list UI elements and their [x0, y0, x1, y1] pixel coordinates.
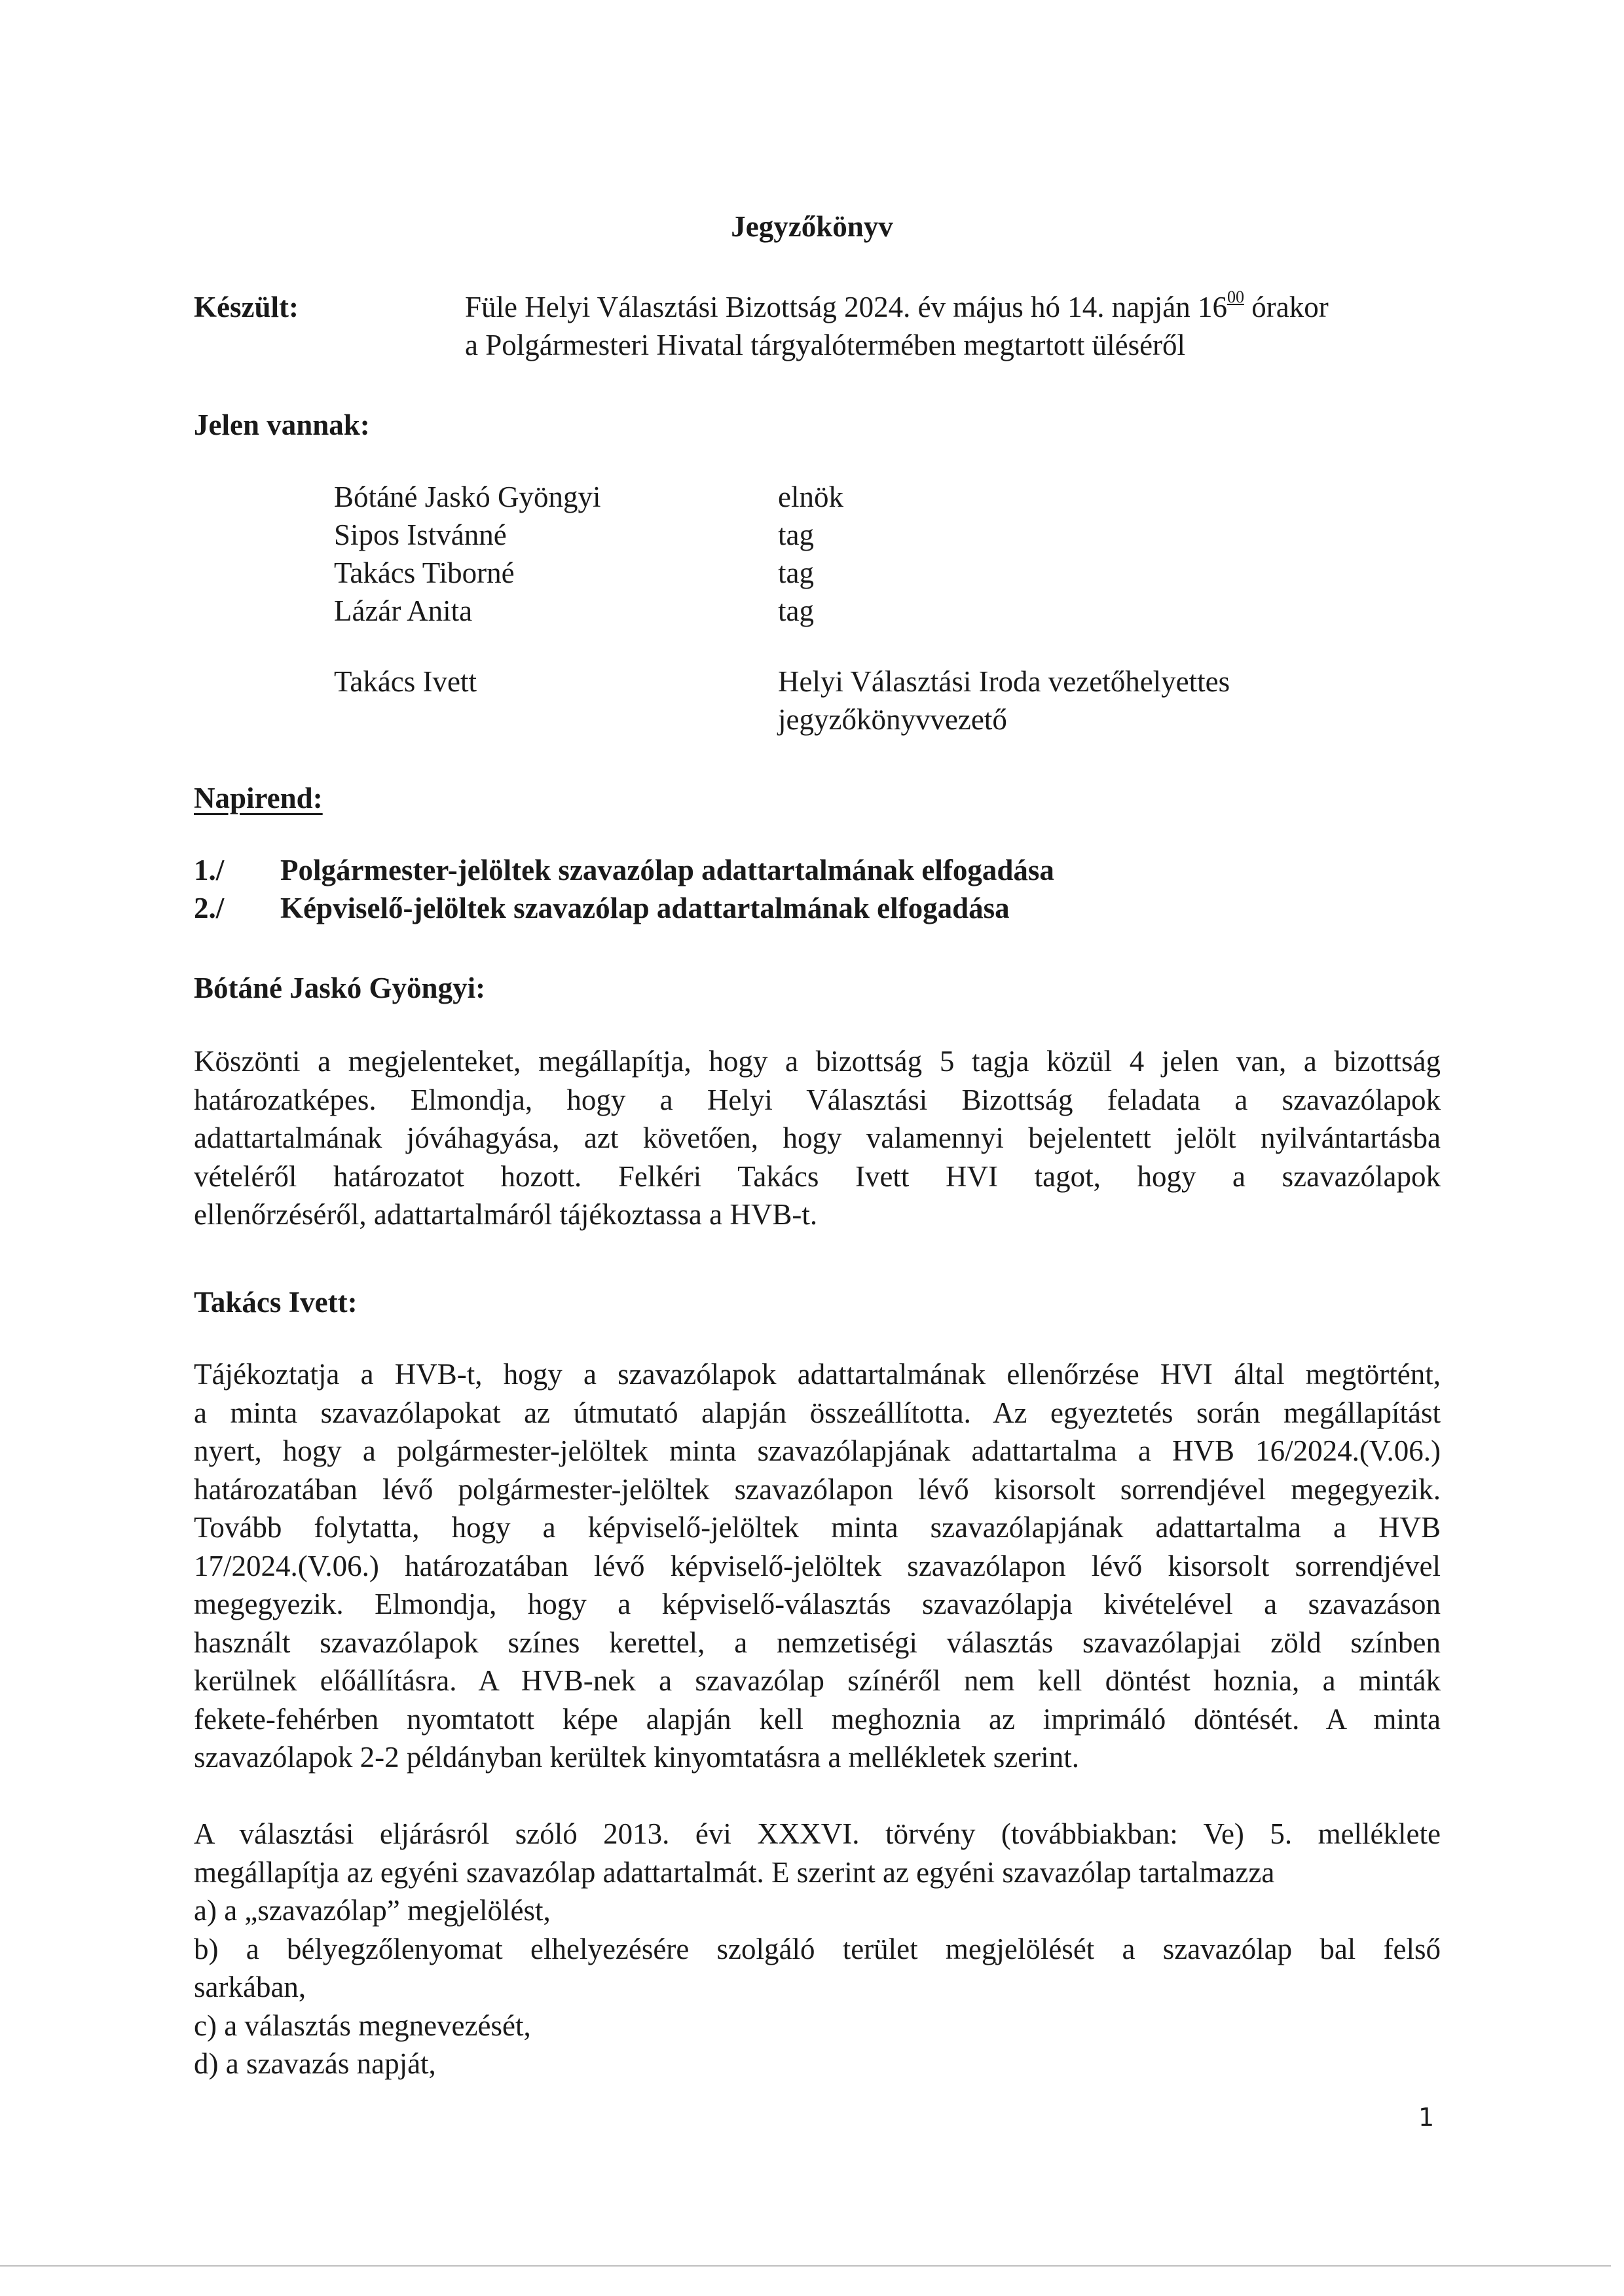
member-name: Takács Tiborné: [334, 556, 515, 589]
speaker-1-heading: Bótáné Jaskó Gyöngyi:: [194, 972, 486, 1004]
member-role: tag: [778, 519, 814, 551]
paragraph-line: Köszönti a megjelenteket, megállapítja, hogy a bizottság 5 tagja közül 4 jelen van, a bizottság: [194, 1045, 1441, 1078]
member-name: Sipos Istvánné: [334, 519, 507, 551]
keszult-line-1-suffix: órakor: [1244, 291, 1329, 323]
list-item-continuation: sarkában,: [194, 1971, 306, 2003]
keszult-label: Készült:: [194, 291, 299, 323]
page-number: 1: [1418, 2103, 1435, 2132]
paragraph-line: Tovább folytatta, hogy a képviselő-jelöltek minta szavazólapjának adattartalma a HVB: [194, 1511, 1441, 1544]
list-item: d) a szavazás napját,: [194, 2047, 436, 2080]
time-superscript: 00: [1227, 287, 1244, 306]
agenda-item-number: 2./: [194, 892, 225, 924]
agenda-label: Napirend:: [194, 782, 323, 814]
member-name: Lázár Anita: [334, 594, 473, 627]
scan-edge-line: [0, 2265, 1611, 2267]
keszult-line-1-text: Füle Helyi Választási Bizottság 2024. év május hó 14. napján 16: [465, 291, 1227, 323]
paragraph-line: használt szavazólapok színes kerettel, a nemzetiségi választás szavazólapjai zöld színben: [194, 1626, 1441, 1659]
paragraph-line: kerülnek előállításra. A HVB-nek a szavazólap színéről nem kell döntést hoznia, a minták: [194, 1664, 1441, 1697]
paragraph-line: határozatképes. Elmondja, hogy a Helyi Választási Bizottság feladata a szavazólapok: [194, 1083, 1441, 1116]
paragraph-line: nyert, hogy a polgármester-jelöltek minta szavazólapjának adattartalma a HVB 16/2024.(V.06.): [194, 1434, 1441, 1467]
paragraph-line: vételéről határozatot hozott. Felkéri Takács Ivett HVI tagot, hogy a szavazólapok: [194, 1159, 1441, 1193]
speaker-1-paragraph: [194, 1042, 1441, 1234]
paragraph-line: A választási eljárásról szóló 2013. évi XXXVI. törvény (továbbiakban: Ve) 5. melléklete: [194, 1817, 1441, 1850]
paragraph-line: ellenőrzéséről, adattartalmáról tájékoztassa a HVB-t.: [194, 1198, 818, 1231]
paragraph-line: szavazólapok 2-2 példányban kerültek kinyomtatásra a mellékletek szerint.: [194, 1741, 1079, 1774]
list-item: c) a választás megnevezését,: [194, 2009, 531, 2042]
paragraph-line: a minta szavazólapokat az útmutató alapján összeállította. Az egyeztetés során megállapítást: [194, 1396, 1441, 1429]
agenda-item-text: Polgármester-jelöltek szavazólap adattartalmának elfogadása: [280, 854, 1054, 886]
speaker-2-heading: Takács Ivett:: [194, 1286, 358, 1319]
staff-role-line-2: jegyzőkönyvvezető: [778, 703, 1007, 736]
speaker-2-paragraph: [194, 1355, 1441, 1777]
member-role: tag: [778, 556, 814, 589]
paragraph-line: megegyezik. Elmondja, hogy a képviselő-választás szavazólapja kivételével a szavazáson: [194, 1588, 1441, 1620]
member-role: elnök: [778, 481, 843, 513]
list-item: b) a bélyegzőlenyomat elhelyezésére szolgáló terület megjelölését a szavazólap bal felső: [194, 1932, 1441, 1965]
list-item: a) a „szavazólap” megjelölést,: [194, 1894, 551, 1927]
member-name: Bótáné Jaskó Gyöngyi: [334, 481, 601, 513]
paragraph-line: 17/2024.(V.06.) határozatában lévő képviselő-jelöltek szavazólapon lévő kisorsolt sorrendjével: [194, 1549, 1441, 1582]
law-paragraph: [194, 1815, 1441, 2083]
keszult-line-1: [465, 288, 1329, 326]
paragraph-line: adattartalmának jóváhagyása, azt követően, hogy valamennyi bejelentett jelölt nyilvántartásba: [194, 1121, 1441, 1154]
agenda-item-text: Képviselő-jelöltek szavazólap adattartalmának elfogadása: [280, 892, 1010, 924]
paragraph-line: megállapítja az egyéni szavazólap adattartalmát. E szerint az egyéni szavazólap tartalmazza: [194, 1855, 1275, 1889]
paragraph-line: Tájékoztatja a HVB-t, hogy a szavazólapok adattartalmának ellenőrzése HVI által megtörtént,: [194, 1358, 1441, 1391]
staff-name: Takács Ivett: [334, 665, 477, 698]
member-role: tag: [778, 594, 814, 627]
document-title: Jegyzőkönyv: [731, 210, 893, 243]
paragraph-line: határozatában lévő polgármester-jelöltek szavazólapon lévő kisorsolt sorrendjével megegyezik.: [194, 1472, 1441, 1506]
present-label: Jelen vannak:: [194, 409, 370, 441]
staff-role-line-1: Helyi Választási Iroda vezetőhelyettes: [778, 665, 1230, 698]
keszult-line-2: a Polgármesteri Hivatal tárgyalótermében megtartott üléséről: [465, 329, 1186, 361]
agenda-item-number: 1./: [194, 854, 225, 886]
paragraph-line: fekete-fehérben nyomtatott képe alapján kell meghoznia az imprimáló döntését. A minta: [194, 1702, 1441, 1736]
